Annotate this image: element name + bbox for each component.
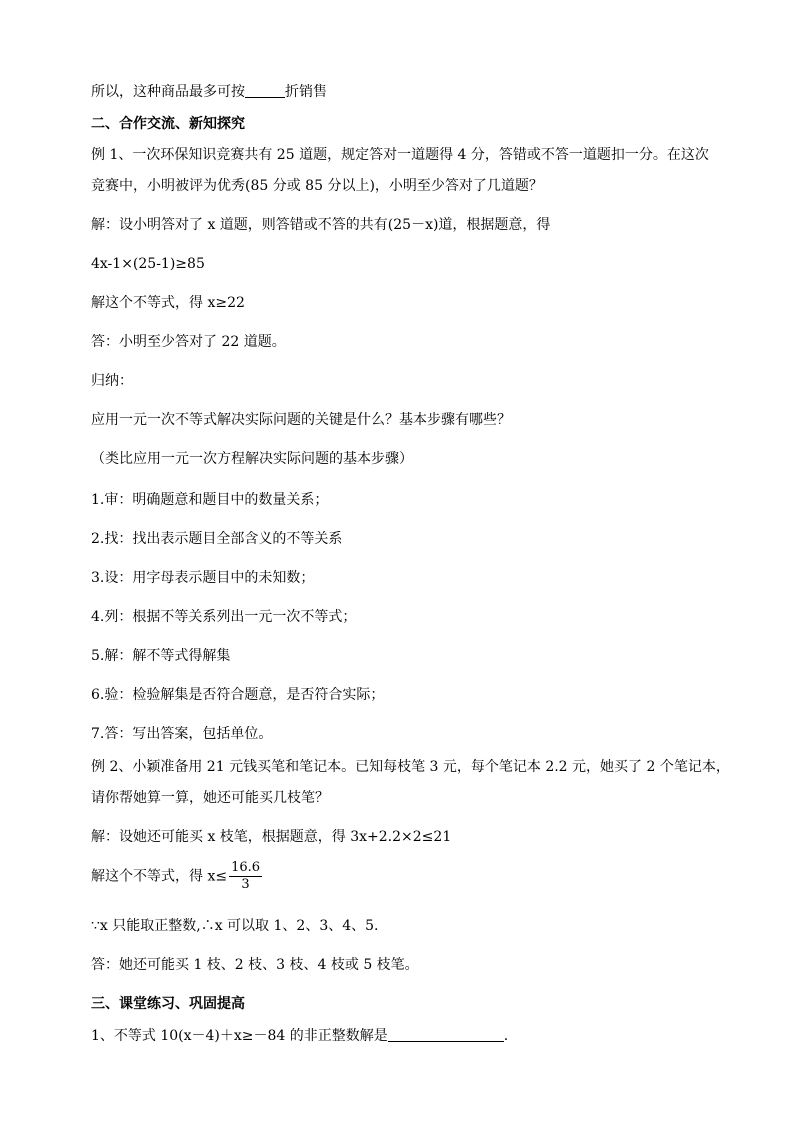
discount-tail: 折销售 <box>285 84 327 100</box>
answer-blank <box>245 83 285 98</box>
discount-text: 所以，这种商品最多可按 <box>91 84 245 100</box>
integer-condition: ∵x 只能取正整数,∴x 可以取 1、2、3、4、5. <box>91 918 379 934</box>
section-heading-3: 三、课堂练习、巩固提高 <box>91 996 245 1012</box>
inequality1: 4x-1×(25-1)≥85 <box>91 256 205 272</box>
exercise1-text: 1、不等式 10(x－4)＋x≥－84 的非正整数解是 <box>91 1028 388 1044</box>
step-7: 7.答：写出答案，包括单位。 <box>91 726 273 742</box>
solution2-setup: 解：设她还可能买 x 枝笔，根据题意，得 3x+2.2×2≤21 <box>91 829 452 845</box>
step-1: 1.审：明确题意和题目中的数量关系； <box>91 492 329 508</box>
answer2: 答：她还可能买 1 枝、2 枝、3 枝、4 枝或 5 枝笔。 <box>91 957 419 973</box>
example2-line2: 请你帮她算一算，她还可能买几枝笔？ <box>91 790 329 806</box>
exercise1-end: . <box>503 1028 509 1044</box>
exercise1 <box>91 1027 508 1045</box>
answer1: 答：小明至少答对了 22 道题。 <box>91 334 286 350</box>
fraction <box>229 860 262 893</box>
solve1: 解这个不等式，得 x≥22 <box>91 295 245 311</box>
step-4: 4.列：根据不等关系列出一元一次不等式； <box>91 609 357 625</box>
line-discount <box>91 83 327 101</box>
fraction-numerator: 16.6 <box>231 860 261 875</box>
step-6: 6.验：检验解集是否符合题意，是否符合实际； <box>91 687 385 703</box>
summary-label: 归纳： <box>91 373 133 389</box>
step-5: 5.解：解不等式得解集 <box>91 648 231 664</box>
solve2-text: 解这个不等式，得 x≤ <box>91 868 228 885</box>
analogy-note: （类比应用一元一次方程解决实际问题的基本步骤） <box>91 451 413 467</box>
example1-line2: 竞赛中，小明被评为优秀(85 分或 85 分以上)，小明至少答对了几道题？ <box>91 178 543 194</box>
key-question: 应用一元一次不等式解决实际问题的关键是什么？基本步骤有哪些？ <box>91 412 511 428</box>
fraction-denominator: 3 <box>241 877 250 892</box>
step-3: 3.设：用字母表示题目中的未知数； <box>91 570 315 586</box>
example2-line1: 例 2、小颖准备用 21 元钱买笔和笔记本。已知每枝笔 3 元，每个笔记本 2.2 元，她买了 2 个笔记本， <box>91 759 730 775</box>
step-2: 2.找：找出表示题目全部含义的不等关系 <box>91 531 343 547</box>
example1-line1: 例 1、一次环保知识竞赛共有 25 道题，规定答对一道题得 4 分，答错或不答一道题扣一分。在这次 <box>91 147 709 163</box>
exercise1-blank <box>388 1027 504 1042</box>
solve2 <box>91 860 262 893</box>
solution1-setup: 解：设小明答对了 x 道题，则答错或不答的共有(25－x)道，根据题意，得 <box>91 217 551 233</box>
section-heading-2: 二、合作交流、新知探究 <box>91 116 245 132</box>
